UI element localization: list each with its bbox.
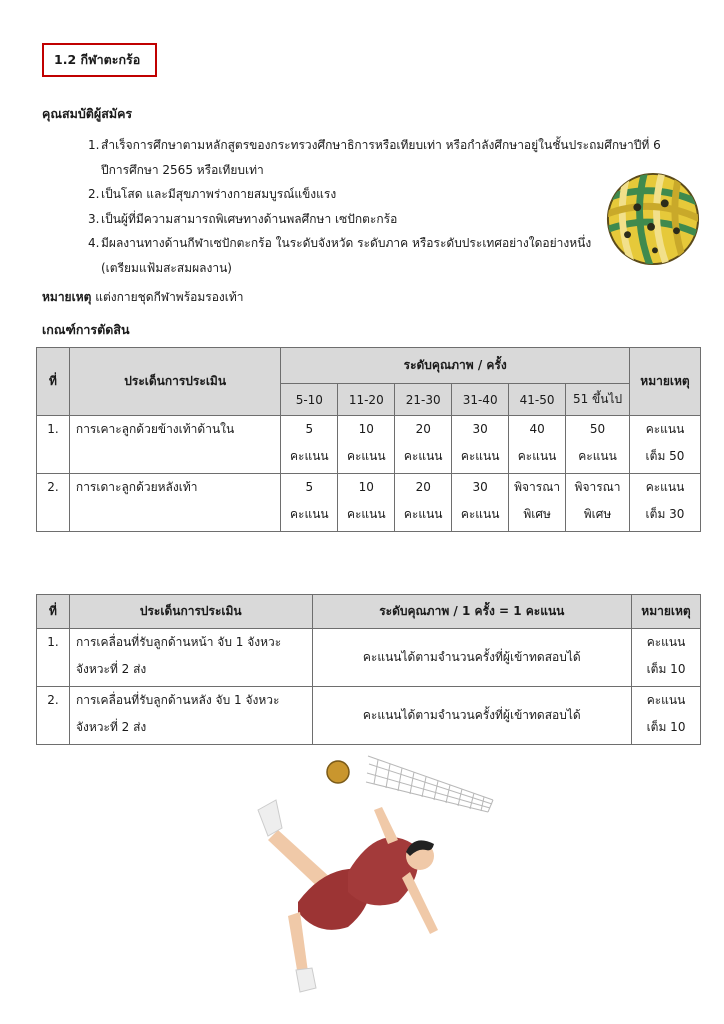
- criteria-table-2: [36, 594, 701, 745]
- list-item: 1. สำเร็จการศึกษาตามหลักสูตรของกระทรวงศึกษาธิการหรือเทียบเท่า หรือกำลังศึกษาอยู่ในชั้นประถมศึกษาปีที่ 6 ปีการศึกษา 2565 หรือเทียบเท่า: [88, 138, 661, 177]
- col-remark-header: หมายเหตุ: [632, 595, 701, 629]
- table-row: 1. การเคลื่อนที่รับลูกด้านหน้า จับ 1 จังหวะ จังหวะที่ 2 ส่ง คะแนนได้ตามจำนวนครั้งที่ผู้เข้าทดสอบได้ คะแนน เต็ม 10: [37, 629, 701, 687]
- level-header: 51 ขึ้นไป: [566, 384, 630, 416]
- table-row: 2. การเคลื่อนที่รับลูกด้านหลัง จับ 1 จังหวะ จังหวะที่ 2 ส่ง คะแนนได้ตามจำนวนครั้งที่ผู้เข้าทดสอบได้ คะแนน เต็ม 10: [37, 687, 701, 745]
- col-topic-header: ประเด็นการประเมิน: [69, 348, 280, 416]
- criteria-heading: เกณฑ์การตัดสิน: [42, 322, 130, 337]
- section-title: 1.2 กีฬาตะกร้อ: [42, 43, 157, 77]
- note-text: แต่งกายชุดกีฬาพร้อมรองเท้า: [95, 290, 244, 304]
- level-header: 21-30: [395, 384, 452, 416]
- qualifications-list: [88, 133, 688, 280]
- col-level-header: ระดับคุณภาพ / ครั้ง: [281, 348, 630, 384]
- list-item: 4. มีผลงานทางด้านกีฬาเซปักตะกร้อ ในระดับจังหวัด ระดับภาค หรือระดับประเทศอย่างใดอย่างหนึ่ง (เตรียมแฟ้มสะสมผลงาน): [88, 236, 592, 275]
- table-row: 2. การเดาะลูกด้วยหลังเท้า 5 คะแนน 10 คะแนน 20 คะแนน 30 คะแนน พิจารณา พิเศษ พิจารณา พิเศษ คะแนน เต็ม 30: [37, 474, 701, 532]
- col-no-header: ที่: [37, 595, 70, 629]
- list-item: 2. เป็นโสด และมีสุขภาพร่างกายสมบูรณ์แข็งแรง: [88, 187, 337, 201]
- qualifications-heading: คุณสมบัติผู้สมัคร: [42, 106, 133, 121]
- sepak-takraw-player-illustration: [238, 752, 508, 1007]
- level-header: 41-50: [509, 384, 566, 416]
- list-item: 3. เป็นผู้ที่มีความสามารถพิเศษทางด้านพลศึกษา เซปักตะกร้อ: [88, 211, 398, 226]
- note: [42, 288, 244, 307]
- col-level-header: ระดับคุณภาพ / 1 ครั้ง = 1 คะแนน: [312, 595, 631, 629]
- col-no-header: ที่: [37, 348, 70, 416]
- sepak-takraw-ball-icon: [604, 170, 702, 268]
- level-header: 31-40: [452, 384, 509, 416]
- table-row: 1. การเคาะลูกด้วยข้างเท้าด้านใน 5 คะแนน 10 คะแนน 20 คะแนน 30 คะแนน 40 คะแนน 50 คะแนน คะแนน เต็ม 50: [37, 416, 701, 474]
- note-label: หมายเหตุ: [42, 290, 92, 304]
- col-topic-header: ประเด็นการประเมิน: [69, 595, 312, 629]
- level-header: 5-10: [281, 384, 338, 416]
- level-header: 11-20: [338, 384, 395, 416]
- criteria-table-1: [36, 347, 701, 532]
- col-remark-header: หมายเหตุ: [630, 348, 701, 416]
